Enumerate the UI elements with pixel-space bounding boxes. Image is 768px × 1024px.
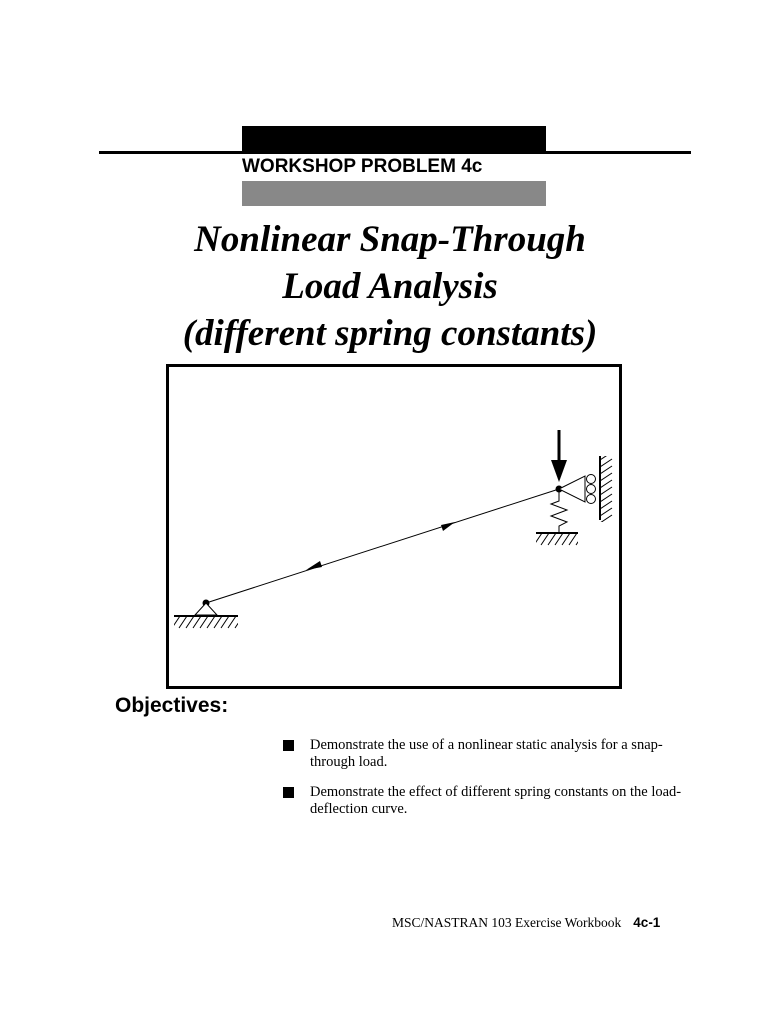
square-bullet-icon (283, 787, 294, 798)
title-line-3: (different spring constants) (182, 313, 598, 354)
header-rule (99, 151, 691, 154)
square-bullet-icon (283, 740, 294, 751)
list-item (283, 784, 683, 818)
objective-text: Demonstrate the effect of different spring constants on the load-deflection curve. (310, 784, 682, 817)
footer-page-number: 4c-1 (633, 915, 661, 930)
objectives-heading: Objectives: (115, 694, 229, 717)
title-line-1: Nonlinear Snap-Through (194, 219, 586, 260)
load-arrow-icon (551, 430, 567, 482)
arrow-right-icon (441, 522, 455, 531)
pin-support-left (172, 600, 243, 629)
title-line-2: Load Analysis (282, 266, 498, 307)
figure-frame (168, 366, 621, 688)
arrow-left-icon (306, 561, 322, 570)
header-gray-bar (242, 181, 546, 206)
footer-book-title: MSC/NASTRAN 103 Exercise Workbook (392, 915, 622, 930)
header-black-bar (242, 126, 546, 152)
truss-diagram (166, 364, 622, 689)
page-title (90, 216, 690, 357)
page-footer (392, 914, 660, 932)
roller-support-right (559, 452, 612, 523)
objective-text: Demonstrate the use of a nonlinear static analysis for a snap-through load. (310, 737, 663, 770)
workshop-problem-label: WORKSHOP PROBLEM 4c (242, 156, 483, 177)
truss-member (206, 489, 559, 603)
objectives-list (283, 737, 683, 831)
list-item (283, 737, 683, 771)
